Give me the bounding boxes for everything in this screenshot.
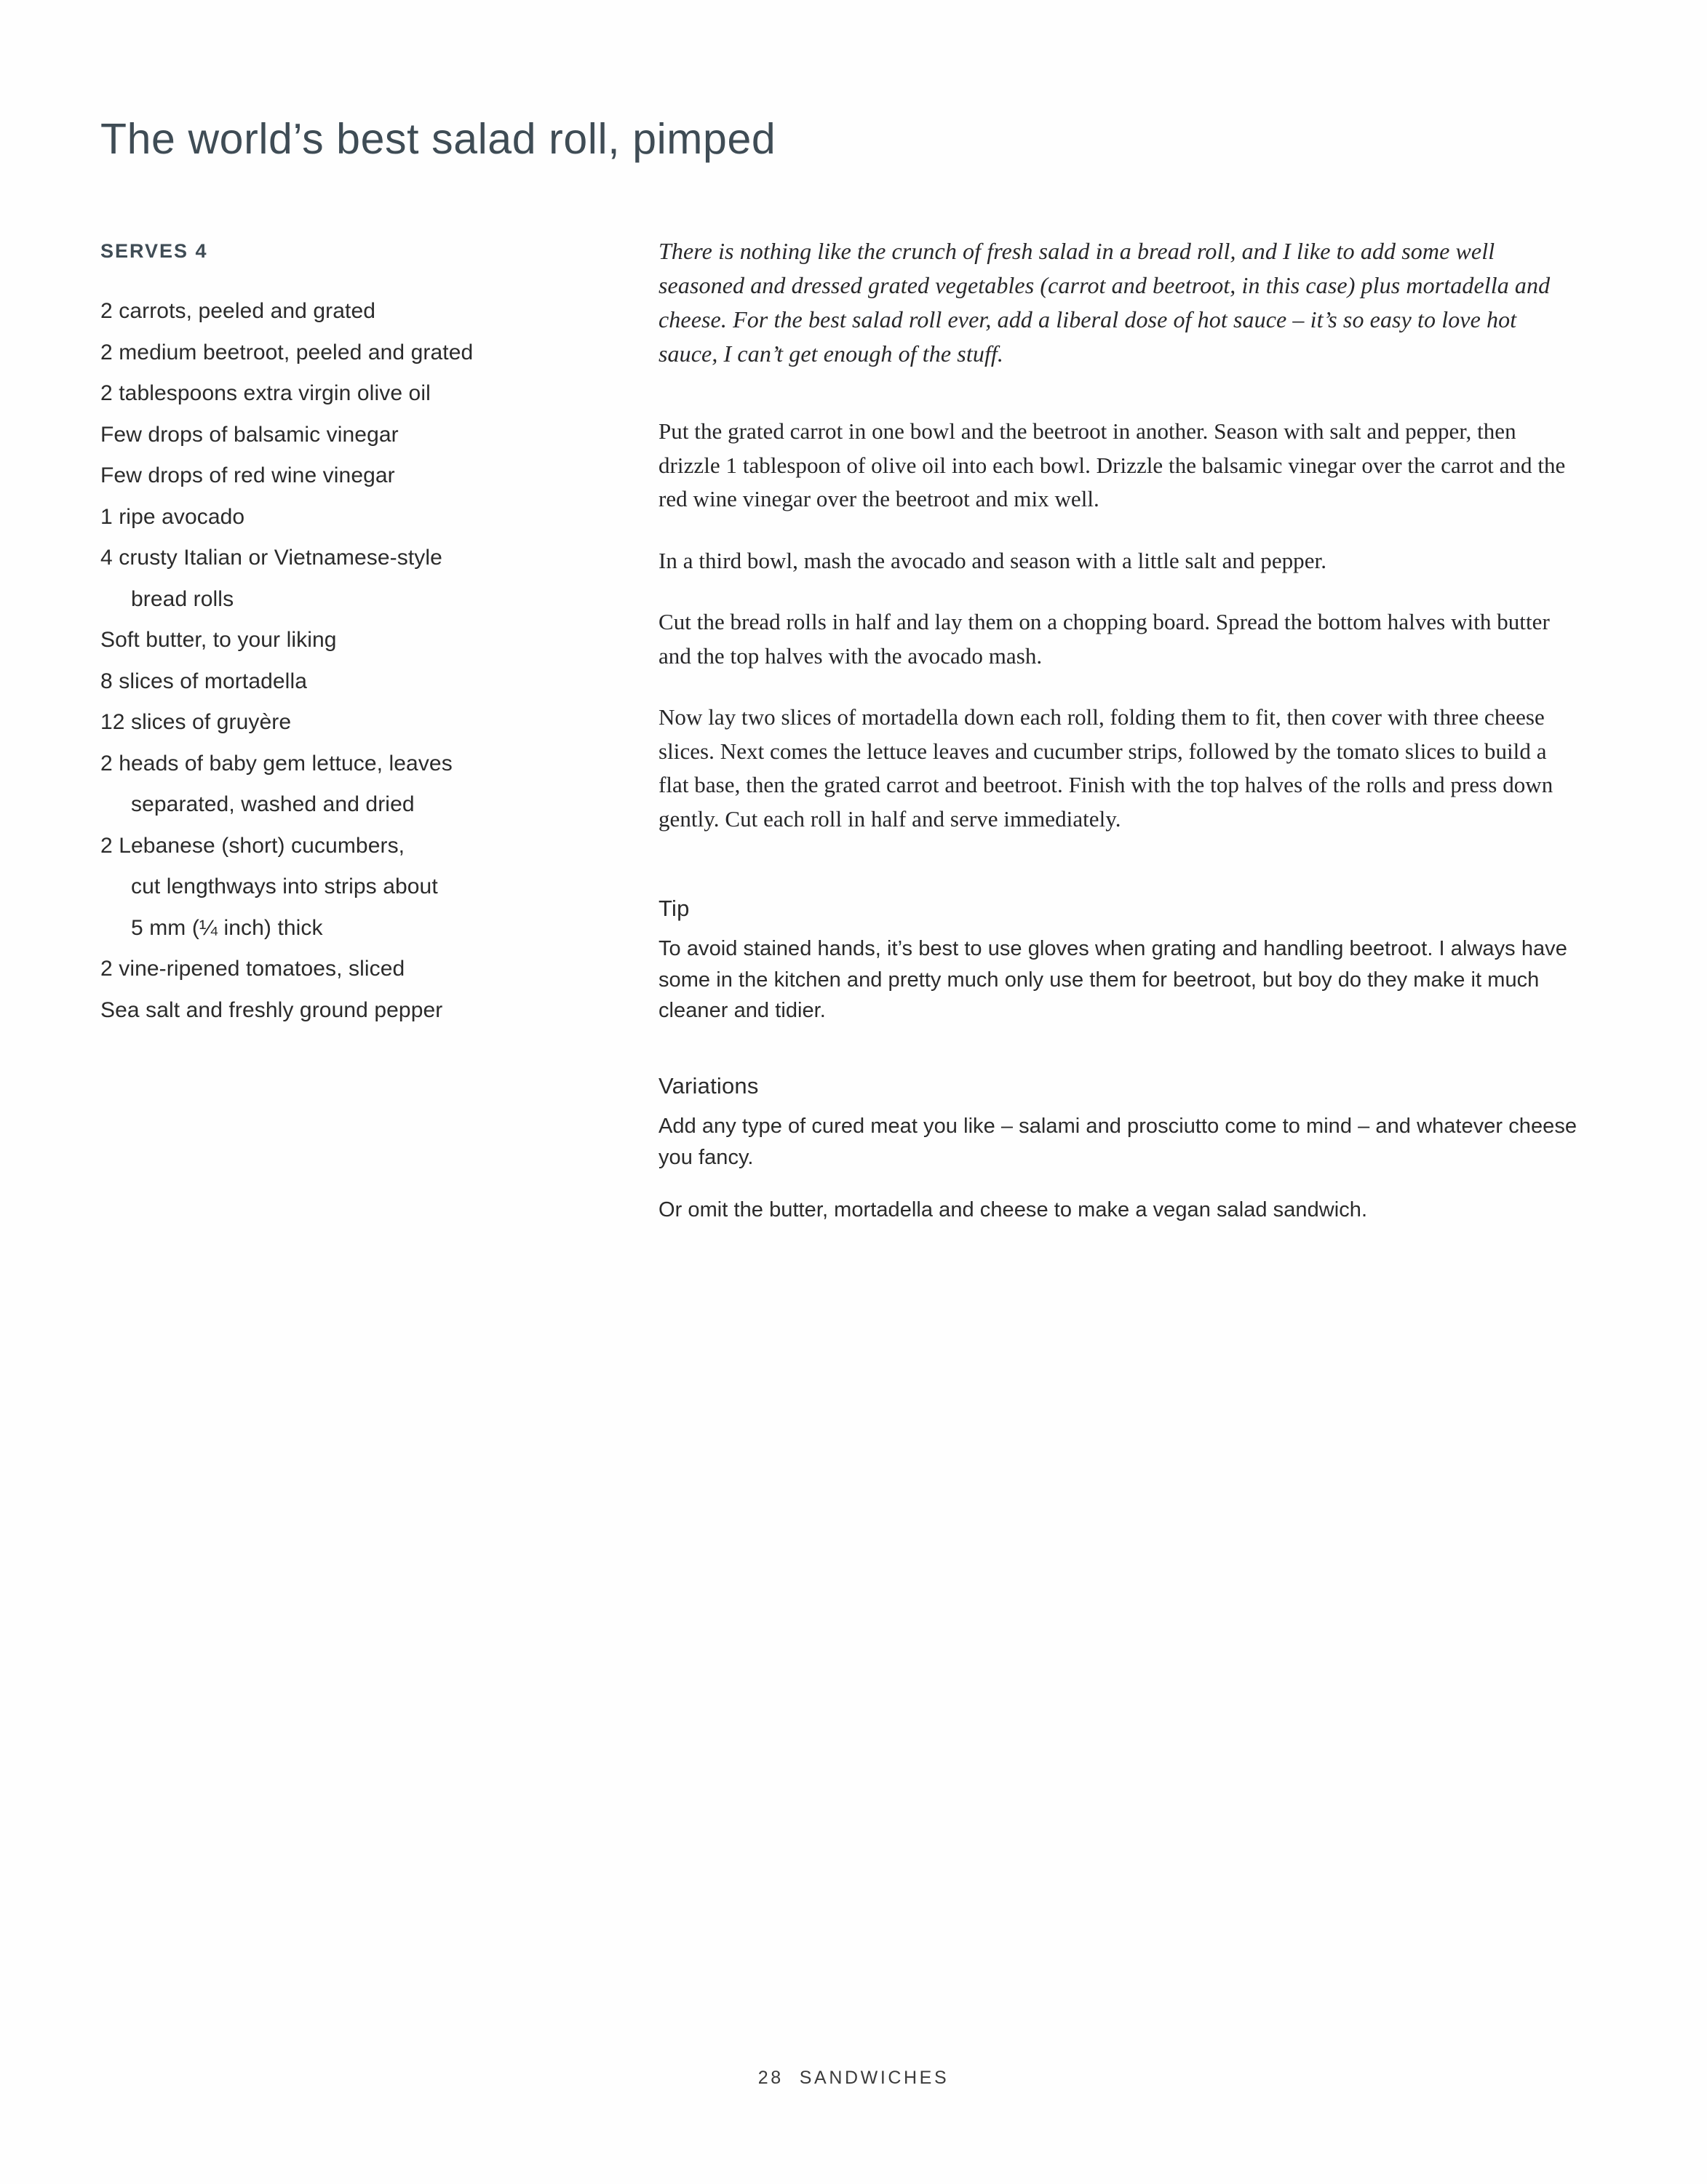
method-step: In a third bowl, mash the avocado and season with a little salt and pepper. — [658, 547, 1327, 573]
list-item — [100, 753, 581, 816]
list-item — [100, 958, 581, 980]
ingredient-text: Sea salt and freshly ground pepper — [100, 997, 443, 1022]
ingredient-list — [100, 300, 581, 1021]
list-item — [100, 465, 581, 487]
list-item — [100, 506, 581, 528]
ingredient-text: 4 crusty Italian or Vietnamese-style — [100, 546, 442, 570]
recipe-intro: There is nothing like the crunch of fresh salad in a bread roll, and I like to add some well seasoned and dressed grated vegetables (carrot and beetroot, in this case) plus mortadella and cheese. For the best salad roll ever, add a liberal dose of hot sauce – it’s so easy to love hot sauce, I can’t get enough of the stuff. — [658, 238, 1551, 367]
recipe-body — [658, 234, 1579, 1226]
ingredient-text-cont: cut lengthways into strips about — [131, 874, 438, 898]
list-item — [100, 629, 581, 651]
ingredient-text: Soft butter, to your liking — [100, 628, 337, 652]
ingredient-text-cont: 5 mm (¼ inch) thick — [131, 915, 323, 940]
list-item — [100, 997, 581, 1022]
variations-text: Add any type of cured meat you like – salami and prosciutto come to mind – and whatever cheese you fancy. — [658, 1115, 1577, 1169]
page-title: The world’s best salad roll, pimped — [100, 114, 776, 163]
list-item — [100, 383, 581, 404]
ingredient-text: 2 carrots, peeled and grated — [100, 299, 376, 323]
ingredient-text: 1 ripe avocado — [100, 504, 245, 529]
list-item — [100, 300, 581, 322]
method-step: Cut the bread rolls in half and lay them on a chopping board. Spread the bottom halves with butter and the top halves with the avocado mash. — [658, 609, 1550, 669]
tip-heading: Tip — [658, 896, 690, 922]
ingredient-text: 2 Lebanese (short) cucumbers, — [100, 833, 405, 858]
list-item — [100, 671, 581, 693]
tip-section — [658, 896, 1579, 1027]
list-item — [100, 547, 581, 610]
variations-text: Or omit the butter, mortadella and cheese to make a vegan salad sandwich. — [658, 1198, 1368, 1222]
ingredient-text: 2 vine-ripened tomatoes, sliced — [100, 957, 405, 981]
ingredient-text: 2 heads of baby gem lettuce, leaves — [100, 751, 453, 776]
ingredient-text: 12 slices of gruyère — [100, 710, 292, 734]
footer-section-name: SANDWICHES — [799, 2068, 950, 2088]
ingredient-text-cont: bread rolls — [131, 586, 234, 611]
method-step: Put the grated carrot in one bowl and the beetroot in another. Season with salt and pepper, then drizzle 1 tablespoon of olive oil into each bowl. Drizzle the balsamic vinegar over the carrot and the red wine vinegar over the beetroot and mix well. — [658, 418, 1566, 512]
list-item — [100, 712, 581, 733]
variations-section — [658, 1073, 1579, 1226]
list-item — [100, 835, 581, 939]
method-step: Now lay two slices of mortadella down each roll, folding them to fit, then cover with three cheese slices. Next comes the lettuce leaves and cucumber strips, followed by the tomato slices to build a flat base, then the grated carrot and beetroot. Finish with the top halves of the rolls and press down gently. Cut each roll in half and serve immediately. — [658, 704, 1553, 832]
variations-heading: Variations — [658, 1073, 759, 1099]
ingredients-panel — [100, 240, 581, 1040]
ingredient-text: Few drops of balsamic vinegar — [100, 422, 399, 447]
page-footer — [0, 2068, 1707, 2089]
serves-label: SERVES 4 — [100, 240, 208, 262]
page-number: 28 — [757, 2068, 784, 2088]
tip-text: To avoid stained hands, it’s best to use gloves when grating and handling beetroot. I always have some in the kitchen and pretty much only use them for beetroot, but boy do they make it much cleaner and tidier. — [658, 937, 1567, 1023]
ingredient-text: 8 slices of mortadella — [100, 669, 307, 693]
ingredient-text: Few drops of red wine vinegar — [100, 463, 395, 487]
ingredient-text: 2 tablespoons extra virgin olive oil — [100, 381, 431, 405]
ingredient-text-cont: separated, washed and dried — [131, 792, 415, 816]
list-item — [100, 424, 581, 446]
ingredient-text: 2 medium beetroot, peeled and grated — [100, 340, 474, 364]
list-item — [100, 342, 581, 364]
